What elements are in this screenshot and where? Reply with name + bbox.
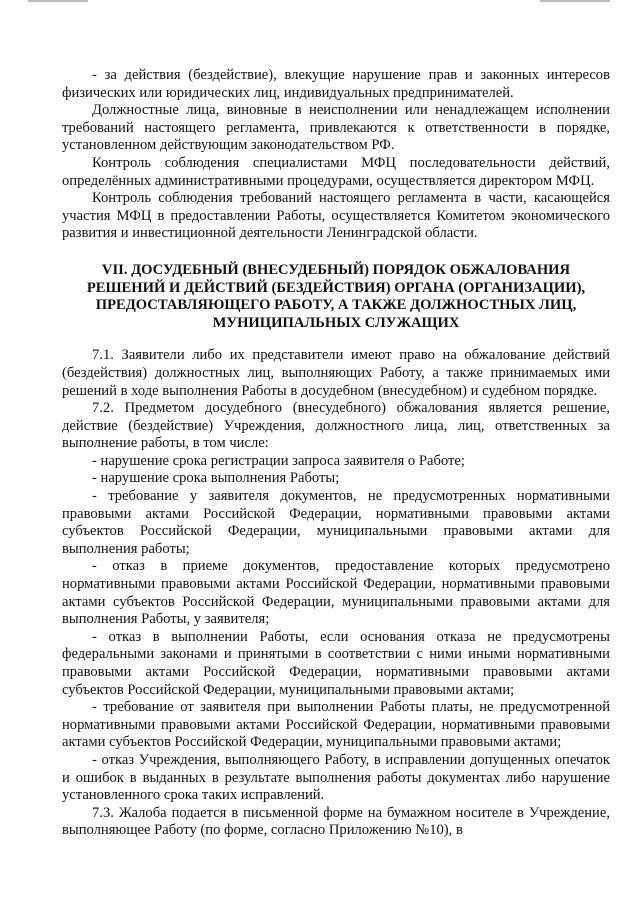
section-heading-line-3: ПРЕДОСТАВЛЯЮЩЕГО РАБОТУ, А ТАКЖЕ ДОЛЖНОСТНЫХ ЛИЦ, <box>95 297 577 314</box>
paragraph-2: Должностные лица, виновные в неисполнении или ненадлежащем исполнении требований настоящего регламента, привлекаются к ответственности в порядке, установленном действующим законодательством РФ. <box>62 102 610 154</box>
scan-top-edge <box>0 0 640 6</box>
document-body <box>62 67 610 840</box>
clause-7-2: 7.2. Предметом досудебного (внесудебного) обжалования является решение, действие (бездействие) Учреждения, должностного лица, лиц, ответственных за выполнение работы, в том числе: <box>62 400 610 452</box>
paragraph-3: Контроль соблюдения специалистами МФЦ последовательности действий, определённых административными процедурами, осуществляется директором МФЦ. <box>62 154 610 189</box>
list-item: - отказ в приеме документов, предоставление которых предусмотрено нормативными правовыми актами Российской Федерации, нормативными правовыми актами субъектов Российской Федерации, муниципальными правовыми актами для выполнения Работы, у заявителя; <box>62 558 610 628</box>
list-item: - нарушение срока выполнения Работы; <box>92 470 340 487</box>
section-heading-line-1: VII. ДОСУДЕБНЫЙ (ВНЕСУДЕБНЫЙ) ПОРЯДОК ОБЖАЛОВАНИЯ <box>101 261 571 278</box>
list-item: - отказ в выполнении Работы, если основания отказа не предусмотрены федеральными законами и принятыми в соответствии с ними иными нормативными правовыми актами Российской Федерации, нормативными правовыми актами субъектов Российской Федерации, муниципальными правовыми актами; <box>62 628 610 698</box>
list-item: - нарушение срока регистрации запроса заявителя о Работе; <box>92 452 465 469</box>
clause-7-1: 7.1. Заявители либо их представители имеют право на обжалование действий (бездействия) должностных лиц, выполняющих Работу, а также принимаемых ими решений в ходе выполнения Работы в досудебном (внесудебном) и судебном порядке. <box>62 347 610 399</box>
clause-7-3: 7.3. Жалоба подается в письменной форме на бумажном носителе в Учреждение, выполняющее Работу (по форме, согласно Приложению №10), в <box>62 804 610 839</box>
list-item: - отказ Учреждения, выполняющего Работу, в исправлении допущенных опечаток и ошибок в выданных в результате выполнения работы документах либо нарушение установленного срока таких исправлений. <box>62 751 610 804</box>
list-item: - требование у заявителя документов, не предусмотренных нормативными правовыми актами Российской Федерации, нормативными правовыми актами субъектов Российской Федерации, муниципальными правовыми актами для выполнения работы; <box>62 488 610 557</box>
section-heading <box>62 262 610 332</box>
paragraph-1: - за действия (бездействие), влекущие нарушение прав и законных интересов физических или юридических лиц, индивидуальных предпринимателей. <box>62 67 610 101</box>
paragraph-4: Контроль соблюдения требований настоящего регламента в части, касающейся участия МФЦ в предоставлении Работы, осуществляется Комитетом экономического развития и инвестиционной деятельности Ленинградской области. <box>62 190 610 242</box>
section-heading-line-4: МУНИЦИПАЛЬНЫХ СЛУЖАЩИХ <box>212 314 460 331</box>
list-item: - требование от заявителя при выполнении Работы платы, не предусмотренной нормативными правовыми актами Российской Федерации, нормативными правовыми актами субъектов Российской Федерации, муниципальными правовыми актами; <box>62 699 610 751</box>
section-heading-line-2: РЕШЕНИЙ И ДЕЙСТВИЙ (БЕЗДЕЙСТВИЯ) ОРГАНА (ОРГАНИЗАЦИИ), <box>86 279 586 296</box>
